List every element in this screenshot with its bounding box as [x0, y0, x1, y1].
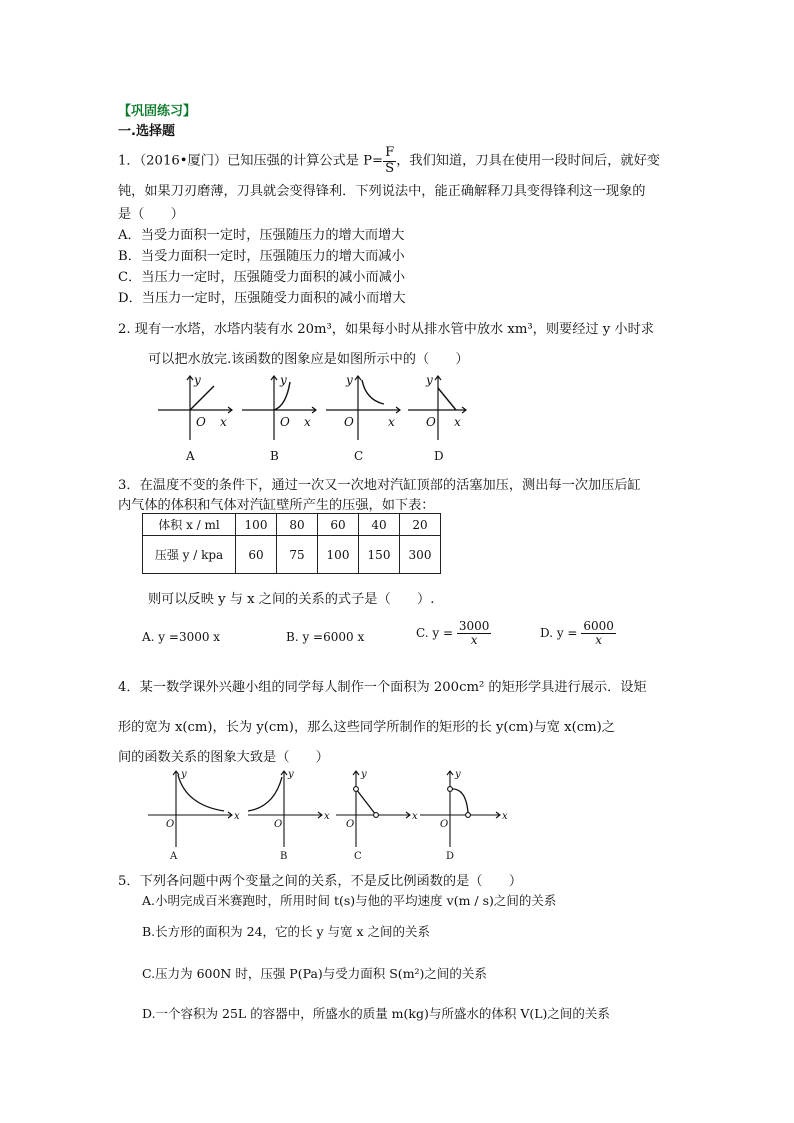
- q2b-origin: O: [280, 415, 290, 429]
- q1-option-a: A．当受力面积一定时，压强随压力的增大而增大: [118, 228, 405, 243]
- q2-stem-line1: 2. 现有一水塔，水塔内装有水 20m³，如果每小时从排水管中放水 xm³，则要经过 y 小时求: [118, 322, 654, 337]
- q4-graph-a: [148, 771, 232, 847]
- q1-stem-b: ，我们知道，刀具在使用一段时间后，就好变: [396, 153, 660, 169]
- q3-option-c-prefix: C. y =: [416, 626, 454, 641]
- q1-stem-line3: 是（ ）: [118, 207, 184, 222]
- q4-graph-d: [420, 771, 500, 847]
- q4a-y-label: y: [181, 769, 187, 780]
- q4c-x-label: x: [412, 811, 418, 822]
- q2c-y-label: y: [346, 373, 353, 387]
- q4-stem-line2: 形的宽为 x(cm)，长为 y(cm)，那么这些同学所制作的矩形的长 y(cm)与宽 x(cm)之: [118, 720, 615, 735]
- q1-option-c: C．当压力一定时，压强随受力面积的减小而减小: [118, 270, 406, 285]
- q4d-y-label: y: [455, 769, 461, 780]
- q4-stem-line1: 4．某一数学课外兴趣小组的同学每人制作一个面积为 200cm² 的矩形学具进行展示．设矩: [118, 680, 647, 695]
- q4b-origin: O: [274, 819, 283, 830]
- q3-stem-line2: 内气体的体积和气体对汽缸壁所产生的压强，如下表：: [118, 498, 435, 513]
- q2d-x-label: x: [454, 415, 461, 429]
- q4-label-a: A: [170, 851, 178, 862]
- q2c-origin: O: [344, 415, 354, 429]
- table-cell: 60: [318, 514, 359, 536]
- q4-label-b: B: [280, 851, 288, 862]
- q4-graphs: [140, 765, 520, 865]
- q3-stem-line3: 则可以反映 y 与 x 之间的关系的式子是（ ）.: [148, 592, 435, 607]
- q2b-y-label: y: [280, 373, 287, 387]
- table-cell: 100: [236, 514, 277, 536]
- q5-option-c: C.压力为 600N 时，压强 P(Pa)与受力面积 S(m²)之间的关系: [142, 966, 487, 981]
- q2-graph-c: [326, 376, 400, 440]
- q1-stem-line2: 钝，如果刀刃磨薄，刀具就会变得锋利．下列说法中，能正确解释刀具变得锋利这一现象的: [118, 184, 646, 199]
- q3-option-d-num: 6000: [583, 619, 614, 633]
- q5-option-b: B.长方形的面积为 24，它的长 y 与宽 x 之间的关系: [142, 924, 431, 939]
- q3-stem-line1: 3．在温度不变的条件下，通过一次又一次地对汽缸顶部的活塞加压，测出每一次加压后缸: [118, 478, 641, 493]
- q5-option-a: A.小明完成百米赛跑时，所用时间 t(s)与他的平均速度 v(m / s)之间的关系: [142, 893, 557, 908]
- q4a-x-label: x: [234, 811, 240, 822]
- q3-option-b: B. y =6000 x: [286, 630, 365, 644]
- table-cell: 150: [359, 536, 400, 574]
- q3-option-c: [416, 620, 491, 647]
- q1-option-b: B．当受力面积一定时，压强随压力的增大而减小: [118, 249, 405, 264]
- q2a-origin: O: [196, 415, 206, 429]
- q3-option-c-den: x: [470, 633, 478, 648]
- q4-label-d: D: [446, 851, 455, 862]
- table-cell: 100: [318, 536, 359, 574]
- section-title: 【巩固练习】: [118, 104, 197, 119]
- q2-label-c: C: [354, 449, 364, 463]
- q1-stem-line1: [118, 146, 660, 176]
- q2-label-d: D: [434, 449, 444, 463]
- q1-stem-a: 1．（2016•厦门）已知压强的计算公式是 P=: [118, 153, 384, 169]
- q2-graph-b: [242, 376, 316, 440]
- table-cell: 20: [400, 514, 441, 536]
- q2-label-a: A: [186, 449, 195, 463]
- q2-graph-d: [408, 376, 466, 440]
- q3-option-c-fraction: [457, 620, 492, 647]
- table-cell: 80: [277, 514, 318, 536]
- q4c-y-label: y: [361, 769, 367, 780]
- q1-fraction: [383, 146, 396, 176]
- q2-label-b: B: [270, 449, 279, 463]
- q4-label-c: C: [354, 851, 362, 862]
- q3-option-d: [540, 620, 616, 647]
- section-subtitle: 一.选择题: [118, 124, 175, 139]
- q3-option-c-num: 3000: [458, 619, 490, 633]
- q3-table-row-volume: [143, 514, 441, 536]
- q5-stem: 5．下列各问题中两个变量之间的关系，不是反比例函数的是（ ）: [118, 874, 523, 889]
- q4-graph-b: [248, 771, 322, 847]
- table-cell: 40: [359, 514, 400, 536]
- q4-stem-line3: 间的函数关系的图象大致是（ ）: [118, 750, 329, 765]
- q2b-x-label: x: [304, 415, 311, 429]
- q3-table-row-pressure: [143, 536, 441, 574]
- q2a-y-label: y: [194, 373, 201, 387]
- q4c-origin: O: [346, 819, 355, 830]
- q4b-x-label: x: [324, 811, 330, 822]
- q5-option-d: D.一个容积为 25L 的容器中，所盛水的质量 m(kg)与所盛水的体积 V(L)之间的关系: [142, 1006, 610, 1021]
- q2-graphs: [150, 368, 470, 468]
- table-cell: 300: [400, 536, 441, 574]
- table-cell: 75: [277, 536, 318, 574]
- q3-option-d-prefix: D. y =: [540, 626, 578, 641]
- q4a-origin: O: [166, 819, 175, 830]
- table-cell: 60: [236, 536, 277, 574]
- q2d-origin: O: [426, 415, 436, 429]
- q4b-y-label: y: [288, 769, 294, 780]
- q1-option-d: D．当压力一定时，压强随受力面积的减小而增大: [118, 291, 406, 306]
- q3-table-header-volume: 体积 x / ml: [143, 514, 236, 536]
- q4d-origin: O: [440, 819, 449, 830]
- q3-option-d-den: x: [595, 633, 602, 648]
- q2d-y-label: y: [426, 373, 433, 387]
- q2c-x-label: x: [388, 415, 395, 429]
- q3-table-header-pressure: 压强 y / kpa: [143, 536, 236, 574]
- q2a-x-label: x: [220, 415, 227, 429]
- q2-stem-line2: 可以把水放完.该函数的图象应是如图所示中的（ ）: [148, 352, 469, 367]
- q1-frac-num: F: [385, 145, 395, 160]
- q3-option-a: A. y =3000 x: [142, 630, 221, 644]
- q4d-x-label: x: [502, 811, 508, 822]
- q3-option-d-fraction: [581, 620, 616, 647]
- q3-table: [142, 513, 441, 574]
- q1-frac-den: S: [385, 160, 395, 176]
- q4-graph-c: [336, 771, 410, 847]
